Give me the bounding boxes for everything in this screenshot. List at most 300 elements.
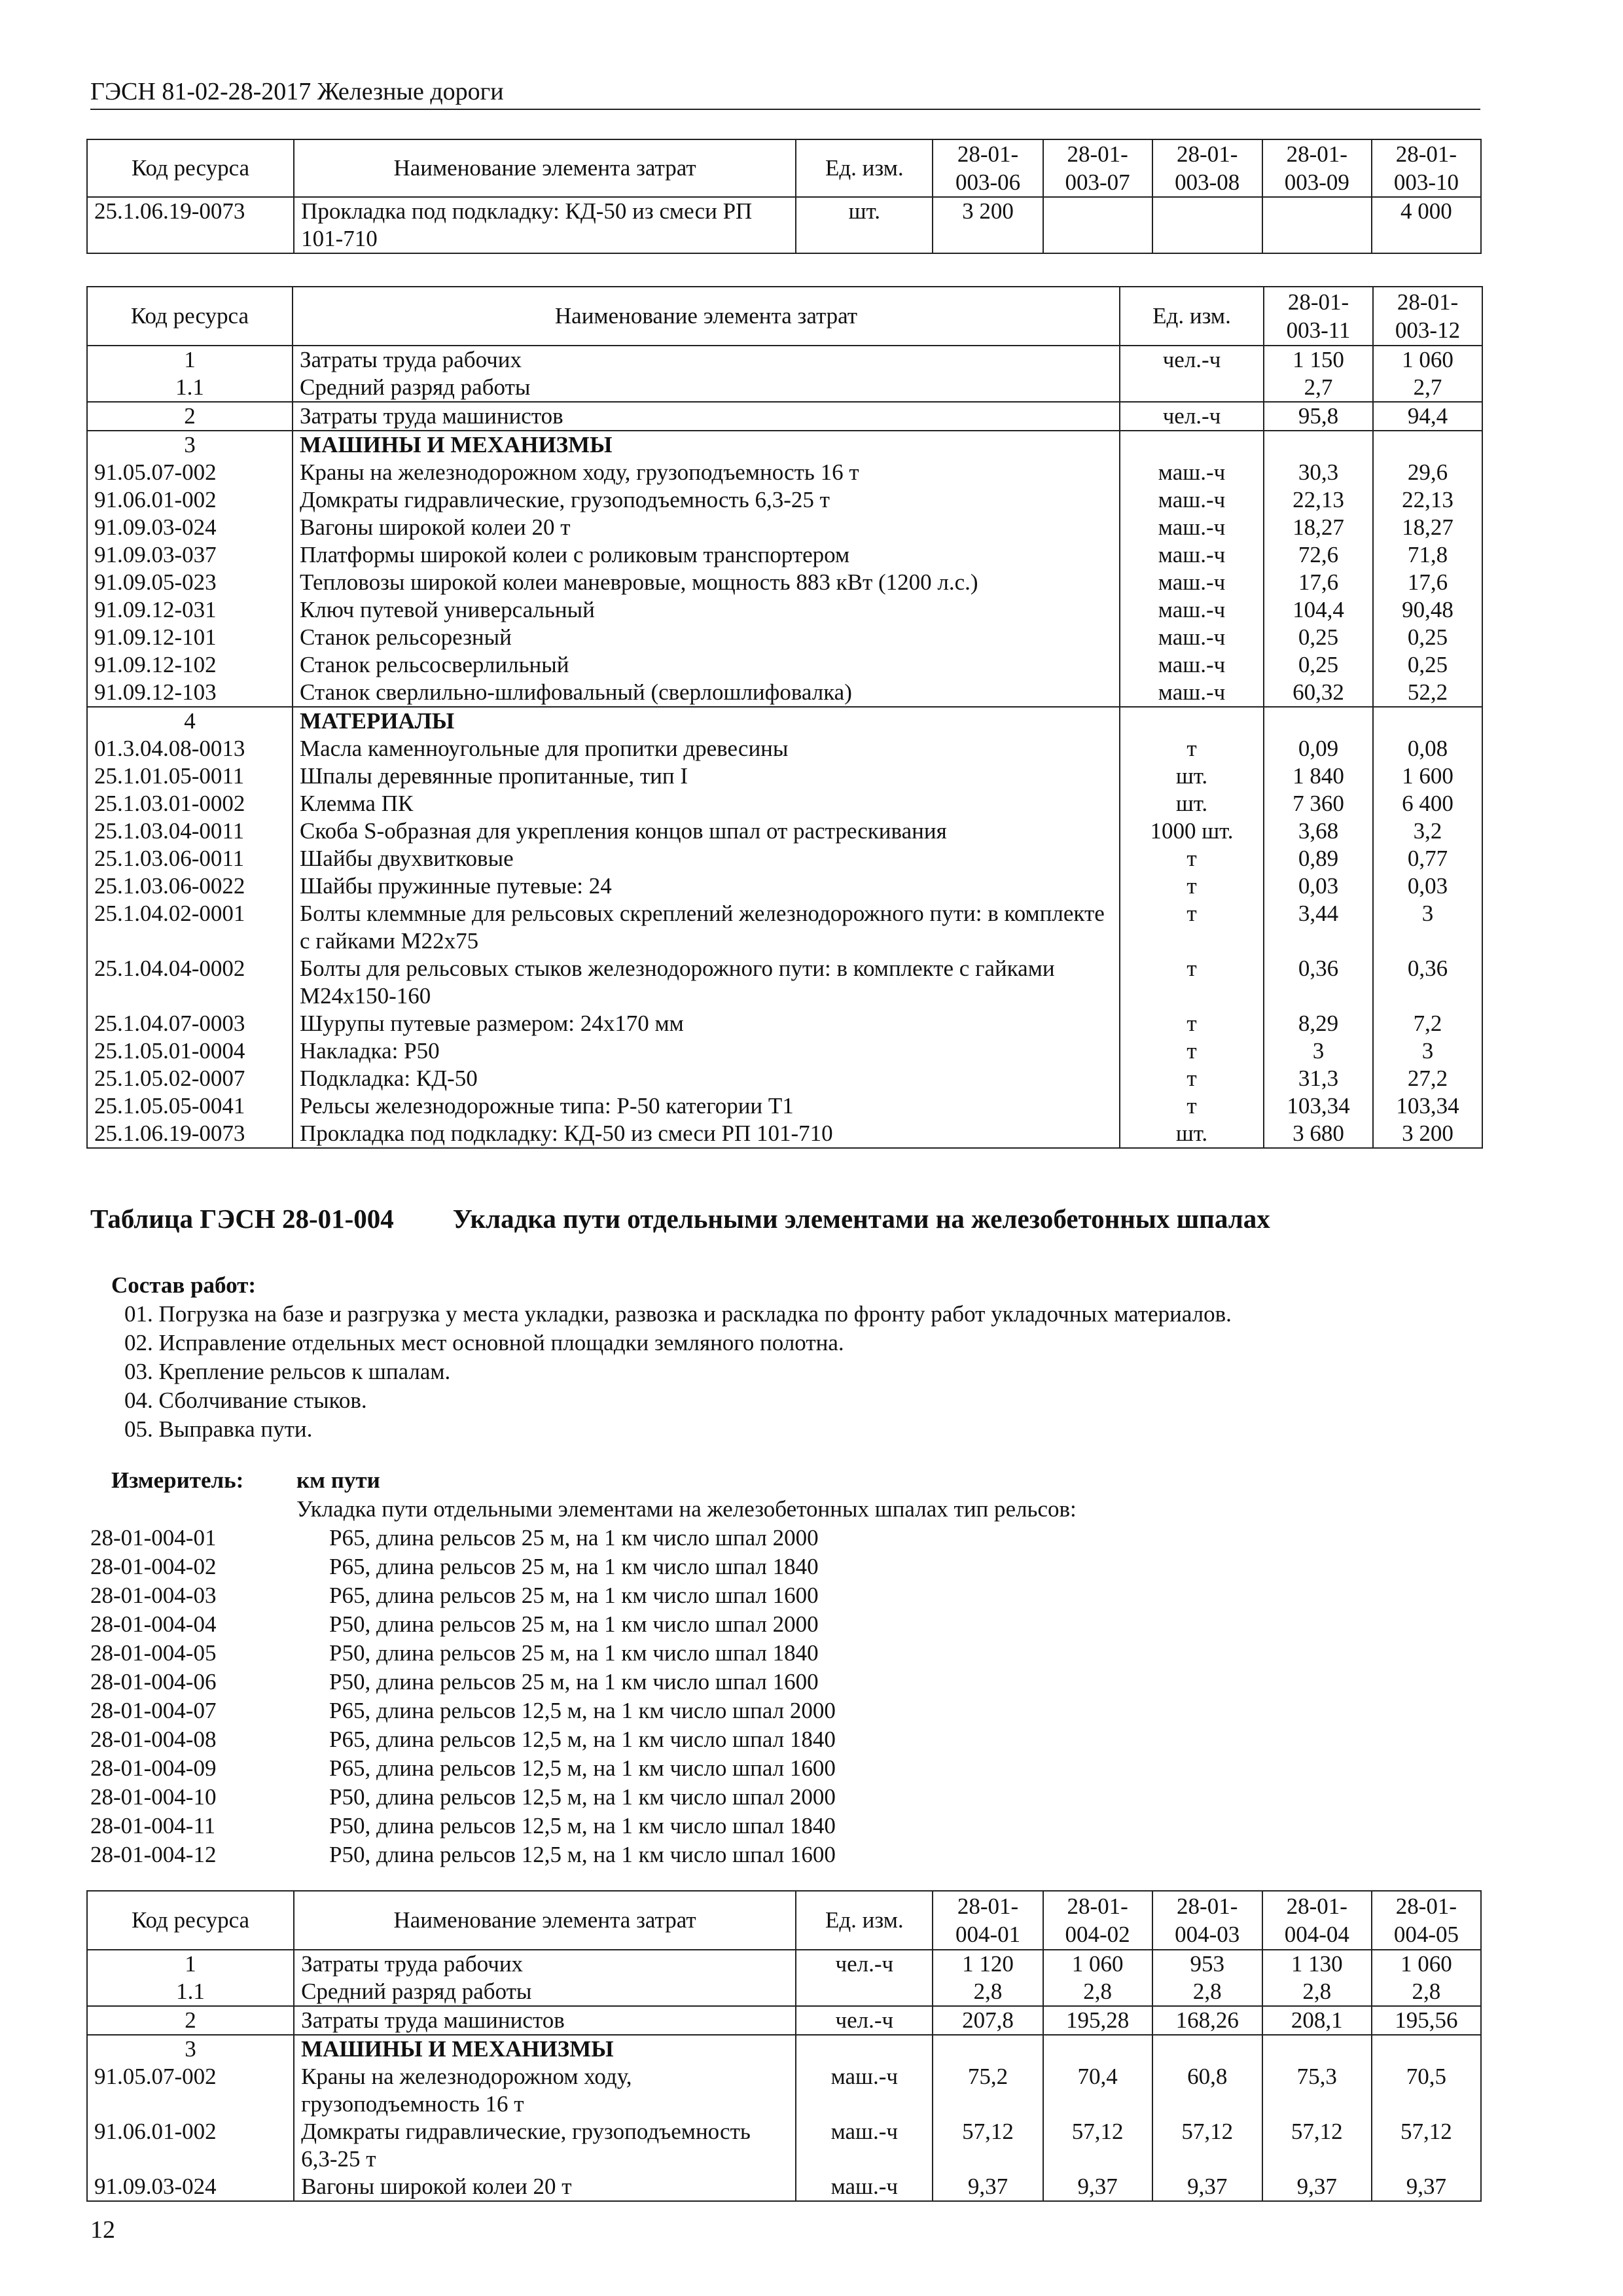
resource-value: 22,13 bbox=[1373, 486, 1482, 514]
resource-name: Станок рельсорезный bbox=[293, 624, 1120, 651]
resource-unit: т bbox=[1120, 1010, 1264, 1037]
resource-code: 91.09.03-024 bbox=[87, 514, 293, 541]
rate-item bbox=[90, 1610, 1497, 1639]
resource-code: 25.1.03.06-0011 bbox=[87, 845, 293, 872]
resource-value: 57,12 bbox=[1152, 2118, 1262, 2173]
resource-code: 01.3.04.08-0013 bbox=[87, 735, 293, 762]
resource-code: 91.05.07-002 bbox=[87, 2063, 294, 2118]
col-header-rate: 28-01- 004-03 bbox=[1152, 1891, 1262, 1950]
rate-item bbox=[90, 1725, 1497, 1754]
resource-value: 0,09 bbox=[1264, 735, 1373, 762]
resource-value: 29,6 bbox=[1373, 459, 1482, 486]
rate-description: Р50, длина рельсов 12,5 м, на 1 км число шпал 1600 bbox=[329, 1842, 836, 1867]
table-row bbox=[87, 514, 1482, 541]
resource-value bbox=[1152, 2035, 1262, 2063]
resource-value: 1 060 bbox=[1373, 346, 1482, 374]
resource-name: Прокладка под подкладку: КД-50 из смеси РП 101-710 bbox=[294, 197, 796, 253]
resource-value: 104,4 bbox=[1264, 596, 1373, 624]
resource-name: Вагоны широкой колеи 20 т bbox=[294, 2173, 796, 2201]
table-row bbox=[87, 790, 1482, 817]
rate-code: 28-01-004-05 bbox=[90, 1640, 217, 1666]
col-header-name: Наименование элемента затрат bbox=[293, 287, 1120, 346]
resource-code: 2 bbox=[87, 2006, 294, 2035]
table-row bbox=[87, 569, 1482, 596]
resource-code: 1.1 bbox=[87, 1978, 294, 2006]
table-row bbox=[87, 2063, 1481, 2118]
resource-unit bbox=[796, 2035, 933, 2063]
resource-code: 25.1.05.05-0041 bbox=[87, 1092, 293, 1120]
resource-value: 0,08 bbox=[1373, 735, 1482, 762]
resource-value: 75,3 bbox=[1262, 2063, 1372, 2118]
resource-code: 25.1.03.06-0022 bbox=[87, 872, 293, 900]
resource-name: Краны на железнодорожном ходу, грузоподъемность 16 т bbox=[293, 459, 1120, 486]
resource-unit bbox=[796, 1978, 933, 2006]
resource-value: 9,37 bbox=[1043, 2173, 1152, 2201]
resource-code: 91.09.12-102 bbox=[87, 651, 293, 679]
resource-value: 18,27 bbox=[1264, 514, 1373, 541]
resource-value: 9,37 bbox=[1372, 2173, 1481, 2201]
rate-item bbox=[90, 1783, 1497, 1812]
resource-code: 91.09.12-031 bbox=[87, 596, 293, 624]
table-row bbox=[87, 1950, 1481, 1978]
resource-value: 94,4 bbox=[1373, 402, 1482, 431]
resource-value bbox=[933, 2035, 1043, 2063]
resource-name: Домкраты гидравлические, грузоподъемность 6,3-25 т bbox=[293, 486, 1120, 514]
resource-name: МАТЕРИАЛЫ bbox=[293, 707, 1120, 735]
work-item: 01. Погрузка на базе и разгрузка у места укладки, развозка и раскладка по фронту работ укладочных материалов. bbox=[124, 1301, 1232, 1327]
resource-unit: т bbox=[1120, 872, 1264, 900]
resource-table-003-06-10 bbox=[86, 139, 1482, 254]
rate-code: 28-01-004-04 bbox=[90, 1611, 217, 1637]
resource-value: 72,6 bbox=[1264, 541, 1373, 569]
table-row bbox=[87, 679, 1482, 707]
resource-value: 3 680 bbox=[1264, 1120, 1373, 1148]
resource-value: 90,48 bbox=[1373, 596, 1482, 624]
resource-value: 2,8 bbox=[1152, 1978, 1262, 2006]
resource-code: 2 bbox=[87, 402, 293, 431]
resource-name: Болты клеммные для рельсовых скреплений железнодорожного пути: в комплекте с гайками М22х75 bbox=[293, 900, 1120, 955]
resource-name: Затраты труда машинистов bbox=[294, 2006, 796, 2035]
resource-name: Прокладка под подкладку: КД-50 из смеси РП 101-710 bbox=[293, 1120, 1120, 1148]
table-row bbox=[87, 374, 1482, 402]
resource-code: 25.1.04.07-0003 bbox=[87, 1010, 293, 1037]
table-row bbox=[87, 955, 1482, 1010]
resource-value: 57,12 bbox=[1262, 2118, 1372, 2173]
resource-name: Шурупы путевые размером: 24х170 мм bbox=[293, 1010, 1120, 1037]
resource-value: 57,12 bbox=[1043, 2118, 1152, 2173]
resource-code: 25.1.05.02-0007 bbox=[87, 1065, 293, 1092]
resource-unit: шт. bbox=[1120, 762, 1264, 790]
resource-value: 6 400 bbox=[1373, 790, 1482, 817]
resource-value: 17,6 bbox=[1373, 569, 1482, 596]
resource-value: 70,5 bbox=[1372, 2063, 1481, 2118]
resource-value: 3,44 bbox=[1264, 900, 1373, 955]
resource-value: 1 600 bbox=[1373, 762, 1482, 790]
rate-item bbox=[90, 1696, 1497, 1725]
rate-item bbox=[90, 1754, 1497, 1783]
resource-value: 31,3 bbox=[1264, 1065, 1373, 1092]
table-title bbox=[90, 1203, 1270, 1234]
table-row bbox=[87, 486, 1482, 514]
table-row bbox=[87, 2006, 1481, 2035]
rate-description: Р50, длина рельсов 12,5 м, на 1 км число шпал 2000 bbox=[329, 1784, 836, 1810]
col-header-rate: 28-01- 003-12 bbox=[1373, 287, 1482, 346]
resource-value: 70,4 bbox=[1043, 2063, 1152, 2118]
resource-code: 1.1 bbox=[87, 374, 293, 402]
resource-code: 91.06.01-002 bbox=[87, 486, 293, 514]
col-header-code: Код ресурса bbox=[87, 287, 293, 346]
resource-value: 1 150 bbox=[1264, 346, 1373, 374]
resource-value: 1 840 bbox=[1264, 762, 1373, 790]
resource-value: 1 060 bbox=[1372, 1950, 1481, 1978]
resource-value: 2,8 bbox=[933, 1978, 1043, 2006]
resource-value bbox=[1373, 707, 1482, 735]
resource-name: МАШИНЫ И МЕХАНИЗМЫ bbox=[294, 2035, 796, 2063]
resource-value: 3,68 bbox=[1264, 817, 1373, 845]
resource-name: Шпалы деревянные пропитанные, тип I bbox=[293, 762, 1120, 790]
resource-value: 9,37 bbox=[1262, 2173, 1372, 2201]
resource-value: 0,25 bbox=[1373, 624, 1482, 651]
resource-name: Затраты труда рабочих bbox=[293, 346, 1120, 374]
resource-value: 3,2 bbox=[1373, 817, 1482, 845]
resource-name: Средний разряд работы bbox=[294, 1978, 796, 2006]
resource-value: 22,13 bbox=[1264, 486, 1373, 514]
resource-value: 1 130 bbox=[1262, 1950, 1372, 1978]
rate-description: Р65, длина рельсов 12,5 м, на 1 км число шпал 1600 bbox=[329, 1755, 836, 1781]
col-header-rate: 28-01- 004-04 bbox=[1262, 1891, 1372, 1950]
col-header-name: Наименование элемента затрат bbox=[294, 139, 796, 197]
resource-unit: т bbox=[1120, 955, 1264, 1010]
resource-value: 0,36 bbox=[1264, 955, 1373, 1010]
table-row bbox=[87, 624, 1482, 651]
resource-value: 953 bbox=[1152, 1950, 1262, 1978]
resource-value: 4 000 bbox=[1372, 197, 1481, 253]
rate-description: Р65, длина рельсов 25 м, на 1 км число шпал 2000 bbox=[329, 1525, 819, 1551]
rate-item bbox=[90, 1840, 1497, 1869]
work-item: 03. Крепление рельсов к шпалам. bbox=[124, 1359, 451, 1384]
resource-code: 91.06.01-002 bbox=[87, 2118, 294, 2173]
work-item: 05. Выправка пути. bbox=[124, 1416, 313, 1442]
resource-unit bbox=[1120, 431, 1264, 459]
rate-description: Р50, длина рельсов 25 м, на 1 км число шпал 1600 bbox=[329, 1669, 819, 1695]
table-row bbox=[87, 431, 1482, 459]
table-caption: Укладка пути отдельными элементами на железобетонных шпалах bbox=[452, 1204, 1270, 1234]
resource-unit: маш.-ч bbox=[796, 2063, 933, 2118]
resource-value: 60,32 bbox=[1264, 679, 1373, 707]
col-header-unit: Ед. изм. bbox=[796, 139, 933, 197]
resource-unit: маш.-ч bbox=[1120, 569, 1264, 596]
resource-code: 25.1.04.04-0002 bbox=[87, 955, 293, 1010]
resource-code: 1 bbox=[87, 346, 293, 374]
rate-code: 28-01-004-06 bbox=[90, 1669, 217, 1695]
col-header-rate: 28-01- 003-10 bbox=[1372, 139, 1481, 197]
resource-unit: шт. bbox=[796, 197, 933, 253]
resource-code: 25.1.06.19-0073 bbox=[87, 197, 294, 253]
resource-code: 25.1.01.05-0011 bbox=[87, 762, 293, 790]
table-row bbox=[87, 2035, 1481, 2063]
rate-description: Р65, длина рельсов 25 м, на 1 км число шпал 1600 bbox=[329, 1583, 819, 1608]
work-composition bbox=[111, 1271, 1232, 1444]
resource-code: 25.1.06.19-0073 bbox=[87, 1120, 293, 1148]
resource-name: Накладка: Р50 bbox=[293, 1037, 1120, 1065]
rate-item bbox=[90, 1581, 1497, 1610]
resource-value: 3 200 bbox=[933, 197, 1043, 253]
resource-code: 25.1.03.04-0011 bbox=[87, 817, 293, 845]
resource-value: 3 bbox=[1373, 1037, 1482, 1065]
resource-code: 91.05.07-002 bbox=[87, 459, 293, 486]
resource-value: 103,34 bbox=[1373, 1092, 1482, 1120]
resource-value: 60,8 bbox=[1152, 2063, 1262, 2118]
resource-value: 0,03 bbox=[1264, 872, 1373, 900]
table-row bbox=[87, 735, 1482, 762]
rate-code: 28-01-004-07 bbox=[90, 1698, 217, 1723]
resource-name: МАШИНЫ И МЕХАНИЗМЫ bbox=[293, 431, 1120, 459]
col-header-rate: 28-01- 004-02 bbox=[1043, 1891, 1152, 1950]
resource-name: Краны на железнодорожном ходу, грузоподъемность 16 т bbox=[294, 2063, 796, 2118]
col-header-code: Код ресурса bbox=[87, 139, 294, 197]
resource-name: Клемма ПК bbox=[293, 790, 1120, 817]
resource-unit: т bbox=[1120, 1037, 1264, 1065]
resource-value: 207,8 bbox=[933, 2006, 1043, 2035]
resource-table-004-01-05 bbox=[86, 1890, 1482, 2202]
resource-value: 0,89 bbox=[1264, 845, 1373, 872]
resource-code: 91.09.03-037 bbox=[87, 541, 293, 569]
resource-value: 17,6 bbox=[1264, 569, 1373, 596]
rate-code: 28-01-004-11 bbox=[90, 1813, 216, 1839]
rate-code: 28-01-004-08 bbox=[90, 1727, 217, 1752]
resource-unit: чел.-ч bbox=[796, 2006, 933, 2035]
table-row bbox=[87, 541, 1482, 569]
resource-value: 9,37 bbox=[933, 2173, 1043, 2201]
rate-description: Р50, длина рельсов 25 м, на 1 км число шпал 2000 bbox=[329, 1611, 819, 1637]
resource-value: 3 200 bbox=[1373, 1120, 1482, 1148]
resource-value: 95,8 bbox=[1264, 402, 1373, 431]
resource-name: Домкраты гидравлические, грузоподъемность 6,3-25 т bbox=[294, 2118, 796, 2173]
resource-code: 25.1.03.01-0002 bbox=[87, 790, 293, 817]
resource-unit: т bbox=[1120, 845, 1264, 872]
rate-description: Р65, длина рельсов 25 м, на 1 км число шпал 1840 bbox=[329, 1554, 819, 1579]
rate-code: 28-01-004-09 bbox=[90, 1755, 217, 1781]
resource-unit: т bbox=[1120, 1092, 1264, 1120]
resource-value bbox=[1043, 197, 1152, 253]
table-header-row bbox=[87, 1891, 1481, 1950]
table-row bbox=[87, 346, 1482, 374]
rate-description: Р65, длина рельсов 12,5 м, на 1 км число шпал 2000 bbox=[329, 1698, 836, 1723]
rate-item bbox=[90, 1639, 1497, 1668]
rate-item bbox=[90, 1552, 1497, 1581]
resource-value: 1 060 bbox=[1043, 1950, 1152, 1978]
resource-code: 4 bbox=[87, 707, 293, 735]
resource-name: Тепловозы широкой колеи маневровые, мощность 883 кВт (1200 л.с.) bbox=[293, 569, 1120, 596]
rate-description: Р50, длина рельсов 12,5 м, на 1 км число шпал 1840 bbox=[329, 1813, 836, 1839]
resource-unit: 1000 шт. bbox=[1120, 817, 1264, 845]
resource-value: 27,2 bbox=[1373, 1065, 1482, 1092]
resource-code: 3 bbox=[87, 2035, 294, 2063]
rate-code: 28-01-004-03 bbox=[90, 1583, 217, 1608]
resource-name: Платформы широкой колеи с роликовым транспортером bbox=[293, 541, 1120, 569]
col-header-rate: 28-01- 003-07 bbox=[1043, 139, 1152, 197]
resource-value: 52,2 bbox=[1373, 679, 1482, 707]
resource-name: Станок рельсосверлильный bbox=[293, 651, 1120, 679]
resource-value bbox=[1264, 707, 1373, 735]
resource-unit: шт. bbox=[1120, 1120, 1264, 1148]
resource-unit: маш.-ч bbox=[1120, 514, 1264, 541]
works-label: Состав работ: bbox=[111, 1272, 256, 1298]
running-header: ГЭСН 81-02-28-2017 Железные дороги bbox=[90, 77, 1480, 110]
resource-name: Шайбы двухвитковые bbox=[293, 845, 1120, 872]
table-row bbox=[87, 762, 1482, 790]
table-row bbox=[87, 707, 1482, 735]
resource-name: Рельсы железнодорожные типа: Р-50 категории Т1 bbox=[293, 1092, 1120, 1120]
resource-value: 0,25 bbox=[1264, 651, 1373, 679]
col-header-rate: 28-01- 003-06 bbox=[933, 139, 1043, 197]
resource-value: 195,56 bbox=[1372, 2006, 1481, 2035]
resource-unit: маш.-ч bbox=[1120, 624, 1264, 651]
table-row bbox=[87, 1065, 1482, 1092]
table-row bbox=[87, 900, 1482, 955]
resource-value bbox=[1264, 431, 1373, 459]
resource-value: 9,37 bbox=[1152, 2173, 1262, 2201]
table-header-row bbox=[87, 139, 1481, 197]
resource-code: 25.1.05.01-0004 bbox=[87, 1037, 293, 1065]
table-header-row bbox=[87, 287, 1482, 346]
resource-value: 71,8 bbox=[1373, 541, 1482, 569]
table-row bbox=[87, 872, 1482, 900]
table-row bbox=[87, 596, 1482, 624]
resource-name: Средний разряд работы bbox=[293, 374, 1120, 402]
resource-value: 0,25 bbox=[1373, 651, 1482, 679]
resource-code: 91.09.05-023 bbox=[87, 569, 293, 596]
resource-unit: чел.-ч bbox=[1120, 346, 1264, 374]
page-number: 12 bbox=[90, 2216, 115, 2244]
col-header-rate: 28-01- 004-01 bbox=[933, 1891, 1043, 1950]
resource-value: 2,7 bbox=[1373, 374, 1482, 402]
resource-code: 3 bbox=[87, 431, 293, 459]
table-label: Таблица ГЭСН 28-01-004 bbox=[90, 1204, 394, 1234]
rate-code: 28-01-004-12 bbox=[90, 1842, 217, 1867]
resource-code: 25.1.04.02-0001 bbox=[87, 900, 293, 955]
resource-unit: маш.-ч bbox=[796, 2118, 933, 2173]
resource-value: 208,1 bbox=[1262, 2006, 1372, 2035]
resource-value: 103,34 bbox=[1264, 1092, 1373, 1120]
resource-value: 2,8 bbox=[1262, 1978, 1372, 2006]
measure-label: Измеритель: bbox=[111, 1467, 244, 1493]
resource-unit: шт. bbox=[1120, 790, 1264, 817]
resource-value: 30,3 bbox=[1264, 459, 1373, 486]
resource-unit: маш.-ч bbox=[796, 2173, 933, 2201]
resource-name: Подкладка: КД-50 bbox=[293, 1065, 1120, 1092]
resource-value: 2,8 bbox=[1043, 1978, 1152, 2006]
resource-name: Вагоны широкой колеи 20 т bbox=[293, 514, 1120, 541]
resource-code: 1 bbox=[87, 1950, 294, 1978]
resource-unit bbox=[1120, 707, 1264, 735]
table-row bbox=[87, 2173, 1481, 2201]
table-row bbox=[87, 197, 1481, 253]
table-row bbox=[87, 651, 1482, 679]
resource-code: 91.09.03-024 bbox=[87, 2173, 294, 2201]
resource-code: 91.09.12-101 bbox=[87, 624, 293, 651]
table-row bbox=[87, 459, 1482, 486]
measure-unit: км пути bbox=[296, 1467, 380, 1493]
resource-unit: чел.-ч bbox=[796, 1950, 933, 1978]
resource-value: 0,36 bbox=[1373, 955, 1482, 1010]
rate-description: Р50, длина рельсов 25 м, на 1 км число шпал 1840 bbox=[329, 1640, 819, 1666]
resource-name: Затраты труда машинистов bbox=[293, 402, 1120, 431]
resource-value bbox=[1372, 2035, 1481, 2063]
resource-value bbox=[1043, 2035, 1152, 2063]
col-header-rate: 28-01- 003-08 bbox=[1152, 139, 1262, 197]
col-header-code: Код ресурса bbox=[87, 1891, 294, 1950]
rate-code: 28-01-004-01 bbox=[90, 1525, 217, 1551]
resource-name: Шайбы пружинные путевые: 24 bbox=[293, 872, 1120, 900]
table-row bbox=[87, 1010, 1482, 1037]
work-item: 04. Сболчивание стыков. bbox=[124, 1388, 367, 1413]
resource-value bbox=[1262, 2035, 1372, 2063]
rate-item bbox=[90, 1812, 1497, 1840]
resource-value: 8,29 bbox=[1264, 1010, 1373, 1037]
resource-value bbox=[1373, 431, 1482, 459]
resource-unit: маш.-ч bbox=[1120, 459, 1264, 486]
col-header-name: Наименование элемента затрат bbox=[294, 1891, 796, 1950]
col-header-rate: 28-01- 003-11 bbox=[1264, 287, 1373, 346]
table-row bbox=[87, 1120, 1482, 1148]
resource-value: 7 360 bbox=[1264, 790, 1373, 817]
resource-value: 3 bbox=[1373, 900, 1482, 955]
rate-item bbox=[90, 1668, 1497, 1696]
resource-value: 3 bbox=[1264, 1037, 1373, 1065]
table-row bbox=[87, 1978, 1481, 2006]
resource-unit: т bbox=[1120, 900, 1264, 955]
table-row bbox=[87, 817, 1482, 845]
resource-value: 18,27 bbox=[1373, 514, 1482, 541]
resource-unit: маш.-ч bbox=[1120, 679, 1264, 707]
resource-unit bbox=[1120, 374, 1264, 402]
col-header-rate: 28-01- 004-05 bbox=[1372, 1891, 1481, 1950]
resource-unit: чел.-ч bbox=[1120, 402, 1264, 431]
resource-value: 7,2 bbox=[1373, 1010, 1482, 1037]
col-header-rate: 28-01- 003-09 bbox=[1262, 139, 1372, 197]
resource-name: Масла каменноугольные для пропитки древесины bbox=[293, 735, 1120, 762]
measure-description: Укладка пути отдельными элементами на железобетонных шпалах тип рельсов: bbox=[296, 1496, 1077, 1522]
table-row bbox=[87, 1092, 1482, 1120]
measure-block bbox=[90, 1466, 1497, 1869]
resource-unit: маш.-ч bbox=[1120, 486, 1264, 514]
work-item: 02. Исправление отдельных мест основной площадки земляного полотна. bbox=[124, 1330, 844, 1355]
rate-code: 28-01-004-10 bbox=[90, 1784, 217, 1810]
resource-value: 0,77 bbox=[1373, 845, 1482, 872]
resource-name: Станок сверлильно-шлифовальный (сверлошлифовалка) bbox=[293, 679, 1120, 707]
col-header-unit: Ед. изм. bbox=[1120, 287, 1264, 346]
resource-value bbox=[1152, 197, 1262, 253]
resource-value: 57,12 bbox=[933, 2118, 1043, 2173]
resource-value: 57,12 bbox=[1372, 2118, 1481, 2173]
resource-value: 0,25 bbox=[1264, 624, 1373, 651]
rate-description: Р65, длина рельсов 12,5 м, на 1 км число шпал 1840 bbox=[329, 1727, 836, 1752]
rate-code: 28-01-004-02 bbox=[90, 1554, 217, 1579]
table-row bbox=[87, 2118, 1481, 2173]
resource-unit: т bbox=[1120, 735, 1264, 762]
resource-unit: маш.-ч bbox=[1120, 651, 1264, 679]
resource-value: 2,8 bbox=[1372, 1978, 1481, 2006]
resource-value: 2,7 bbox=[1264, 374, 1373, 402]
resource-unit: маш.-ч bbox=[1120, 596, 1264, 624]
resource-name: Скоба S-образная для укрепления концов шпал от растрескивания bbox=[293, 817, 1120, 845]
table-row bbox=[87, 1037, 1482, 1065]
resource-value: 75,2 bbox=[933, 2063, 1043, 2118]
resource-value: 195,28 bbox=[1043, 2006, 1152, 2035]
resource-name: Болты для рельсовых стыков железнодорожного пути: в комплекте с гайками М24х150-160 bbox=[293, 955, 1120, 1010]
resource-value: 0,03 bbox=[1373, 872, 1482, 900]
